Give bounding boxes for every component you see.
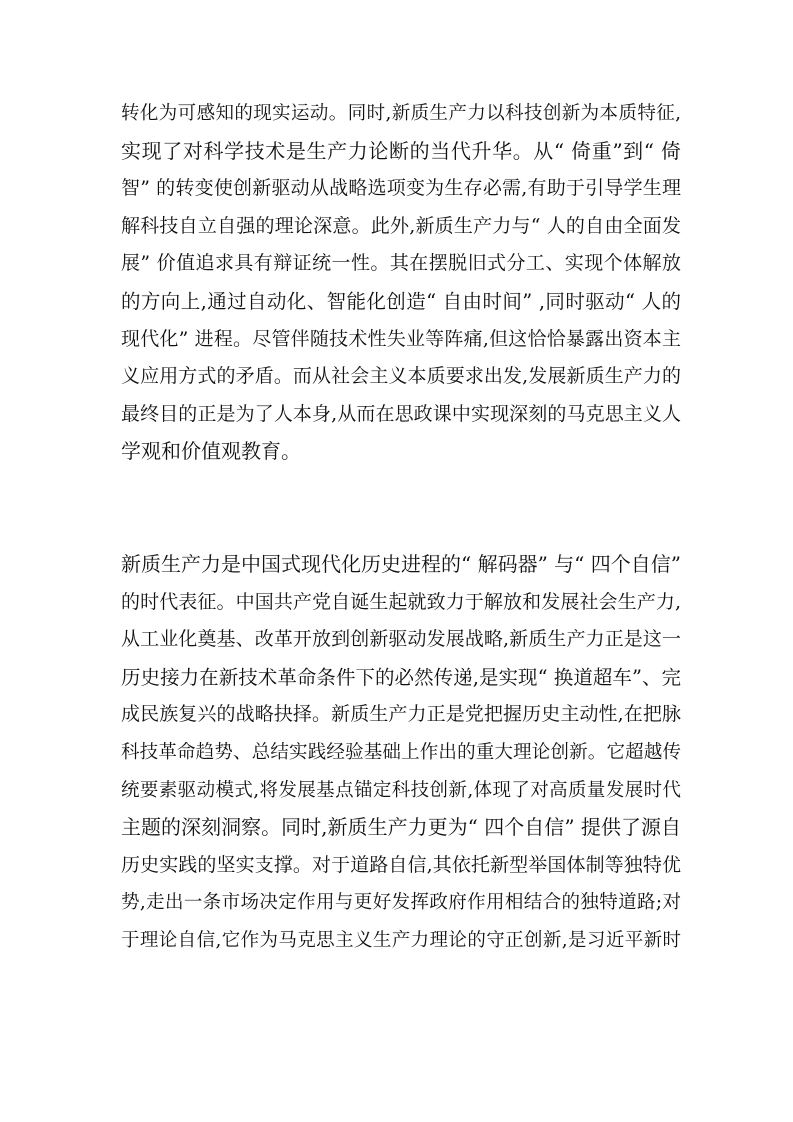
- paragraph-1: [121, 95, 681, 471]
- text-line: 现代化” 进程。尽管伴随技术性失业等阵痛,但这恰恰暴露出资本主: [121, 327, 681, 350]
- text-line: 转化为可感知的现实运动。同时,新质生产力以科技创新为本质特征,: [121, 103, 681, 124]
- text-line: 的方向上,通过自动化、智能化创造“ 自由时间” ,同时驱动“ 人的: [121, 289, 681, 313]
- text-line: 从工业化奠基、改革开放到创新驱动发展战略,新质生产力正是这一: [121, 628, 681, 651]
- text-line: 智” 的转变使创新驱动从战略选项变为生存必需,有助于引导学生理: [121, 177, 681, 200]
- text-line: 实现了对科学技术是生产力论断的当代升华。从“ 倚重”到“ 倚: [121, 138, 681, 163]
- text-line: 主题的深刻洞察。同时,新质生产力更为“ 四个自信” 提供了源自: [121, 815, 681, 840]
- text-line: 统要素驱动模式,将发展基点锚定科技创新,体现了对高质量发展时代: [121, 779, 681, 801]
- paragraph-2: [121, 546, 681, 960]
- text-line: 历史实践的坚实支撑。对于道路自信,其依托新型举国体制等独特优: [121, 853, 681, 876]
- text-line: 科技革命趋势、总结实践经验基础上作出的重大理论创新。它超越传: [121, 741, 681, 763]
- text-line: 于理论自信,它作为马克思主义生产力理论的守正创新,是习近平新时: [121, 929, 681, 951]
- text-line: 历史接力在新技术革命条件下的必然传递,是实现“ 换道超车”、完: [121, 665, 681, 689]
- text-line: 最终目的正是为了人本身,从而在思政课中实现深刻的马克思主义人: [121, 402, 681, 425]
- text-line: 新质生产力是中国式现代化历史进程的“ 解码器” 与“ 四个自信”: [121, 552, 681, 576]
- text-line: 学观和价值观教育。: [121, 439, 301, 464]
- text-line: 成民族复兴的战略抉择。新质生产力正是党把握历史主动性,在把脉: [121, 703, 681, 726]
- text-line: 的时代表征。中国共产党自诞生起就致力于解放和发展社会生产力,: [121, 590, 681, 613]
- text-line: 势,走出一条市场决定作用与更好发挥政府作用相结合的独特道路;对: [121, 892, 681, 914]
- text-line: 义应用方式的矛盾。而从社会主义本质要求出发,发展新质生产力的: [121, 365, 681, 388]
- text-line: 展” 价值追求具有辩证统一性。其在摆脱旧式分工、实现个体解放: [121, 252, 681, 275]
- text-line: 解科技自立自强的理论深意。此外,新质生产力与“ 人的自由全面发: [121, 214, 681, 237]
